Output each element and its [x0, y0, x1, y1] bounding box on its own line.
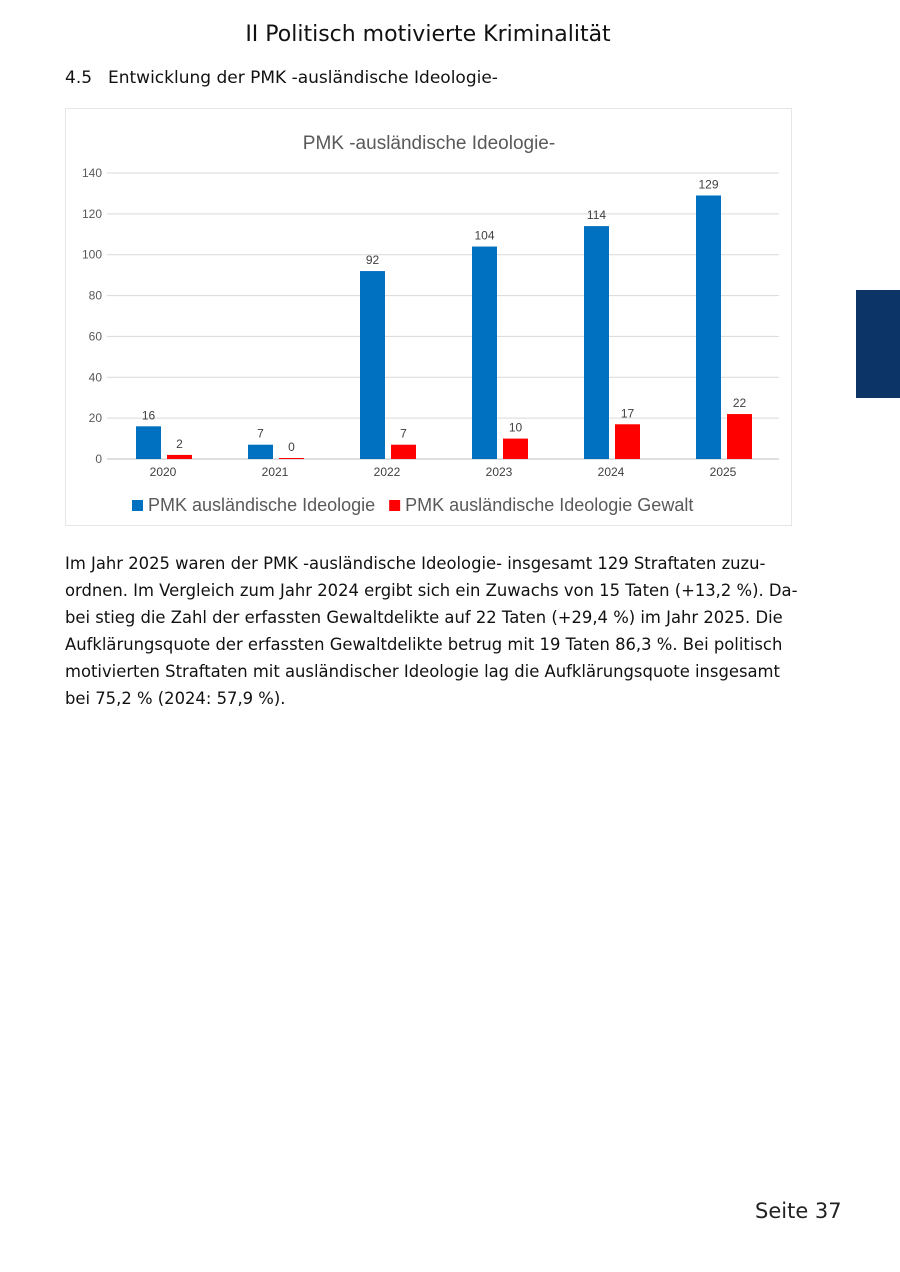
x-tick-label: 2023 [485, 465, 513, 479]
data-label: 17 [620, 406, 635, 421]
x-tick-label: 2020 [149, 465, 177, 479]
section-heading [65, 68, 498, 88]
section-title: Entwicklung der PMK -ausländische Ideologie- [108, 68, 498, 88]
x-tick-label: 2025 [709, 465, 737, 479]
data-label: 129 [698, 177, 719, 192]
body-line: Aufklärungsquote der erfassten Gewaltdelikte betrug mit 19 Taten 86,3 %. Bei politisch [65, 635, 783, 654]
chapter-title: II Politisch motivierte Kriminalität [245, 22, 611, 47]
body-line: bei 75,2 % (2024: 57,9 %). [65, 689, 286, 708]
bar-total [136, 426, 161, 459]
data-label: 7 [400, 426, 407, 441]
bar-violence [167, 455, 192, 459]
y-tick-label: 40 [88, 370, 102, 385]
chapter-side-tab [856, 290, 900, 398]
y-tick-label: 100 [81, 247, 102, 262]
section-number: 4.5 [65, 68, 93, 88]
bar-violence [727, 414, 752, 459]
bar-total [248, 445, 273, 459]
chart [65, 108, 792, 526]
bar-total [696, 195, 721, 459]
x-tick-label: 2021 [261, 465, 289, 479]
data-label: 7 [257, 426, 264, 441]
bar-total [472, 247, 497, 459]
data-label: 2 [176, 436, 183, 451]
bar-violence [279, 458, 304, 459]
data-label: 22 [732, 396, 747, 411]
y-tick-label: 140 [81, 166, 102, 180]
legend-swatch [389, 500, 400, 511]
body-paragraph [65, 550, 798, 712]
bar-total [360, 271, 385, 459]
x-tick-label: 2024 [597, 465, 625, 479]
legend-label: PMK ausländische Ideologie Gewalt [405, 495, 694, 515]
bar-violence [615, 424, 640, 459]
bar-total [584, 226, 609, 459]
y-tick-label: 20 [88, 411, 102, 426]
y-tick-label: 60 [88, 329, 102, 344]
data-label: 0 [288, 440, 295, 454]
data-label: 92 [365, 253, 380, 268]
body-line: ordnen. Im Vergleich zum Jahr 2024 ergibt sich ein Zuwachs von 15 Taten (+13,2 %). Da- [65, 581, 798, 600]
data-label: 104 [474, 228, 495, 243]
body-line: bei stieg die Zahl der erfassten Gewaltdelikte auf 22 Taten (+29,4 %) im Jahr 2025. Die [65, 608, 783, 627]
bar-violence [391, 445, 416, 459]
data-label: 10 [508, 420, 523, 435]
y-tick-label: 120 [81, 206, 102, 221]
y-tick-label: 80 [88, 288, 102, 303]
bar-violence [503, 439, 528, 459]
chart-svg [66, 109, 793, 527]
page-number: Seite 37 [755, 1199, 842, 1223]
chart-title: PMK -ausländische Ideologie- [302, 133, 556, 154]
y-tick-label: 0 [95, 452, 102, 466]
x-tick-label: 2022 [373, 465, 401, 479]
body-line: motivierten Straftaten mit ausländischer Ideologie lag die Aufklärungsquote insgesamt [65, 662, 780, 681]
legend-label: PMK ausländische Ideologie [148, 495, 376, 515]
legend-swatch [132, 500, 143, 511]
body-line: Im Jahr 2025 waren der PMK -ausländische Ideologie- insgesamt 129 Straftaten zuzu- [65, 554, 766, 573]
data-label: 16 [141, 408, 156, 423]
data-label: 114 [586, 208, 607, 223]
